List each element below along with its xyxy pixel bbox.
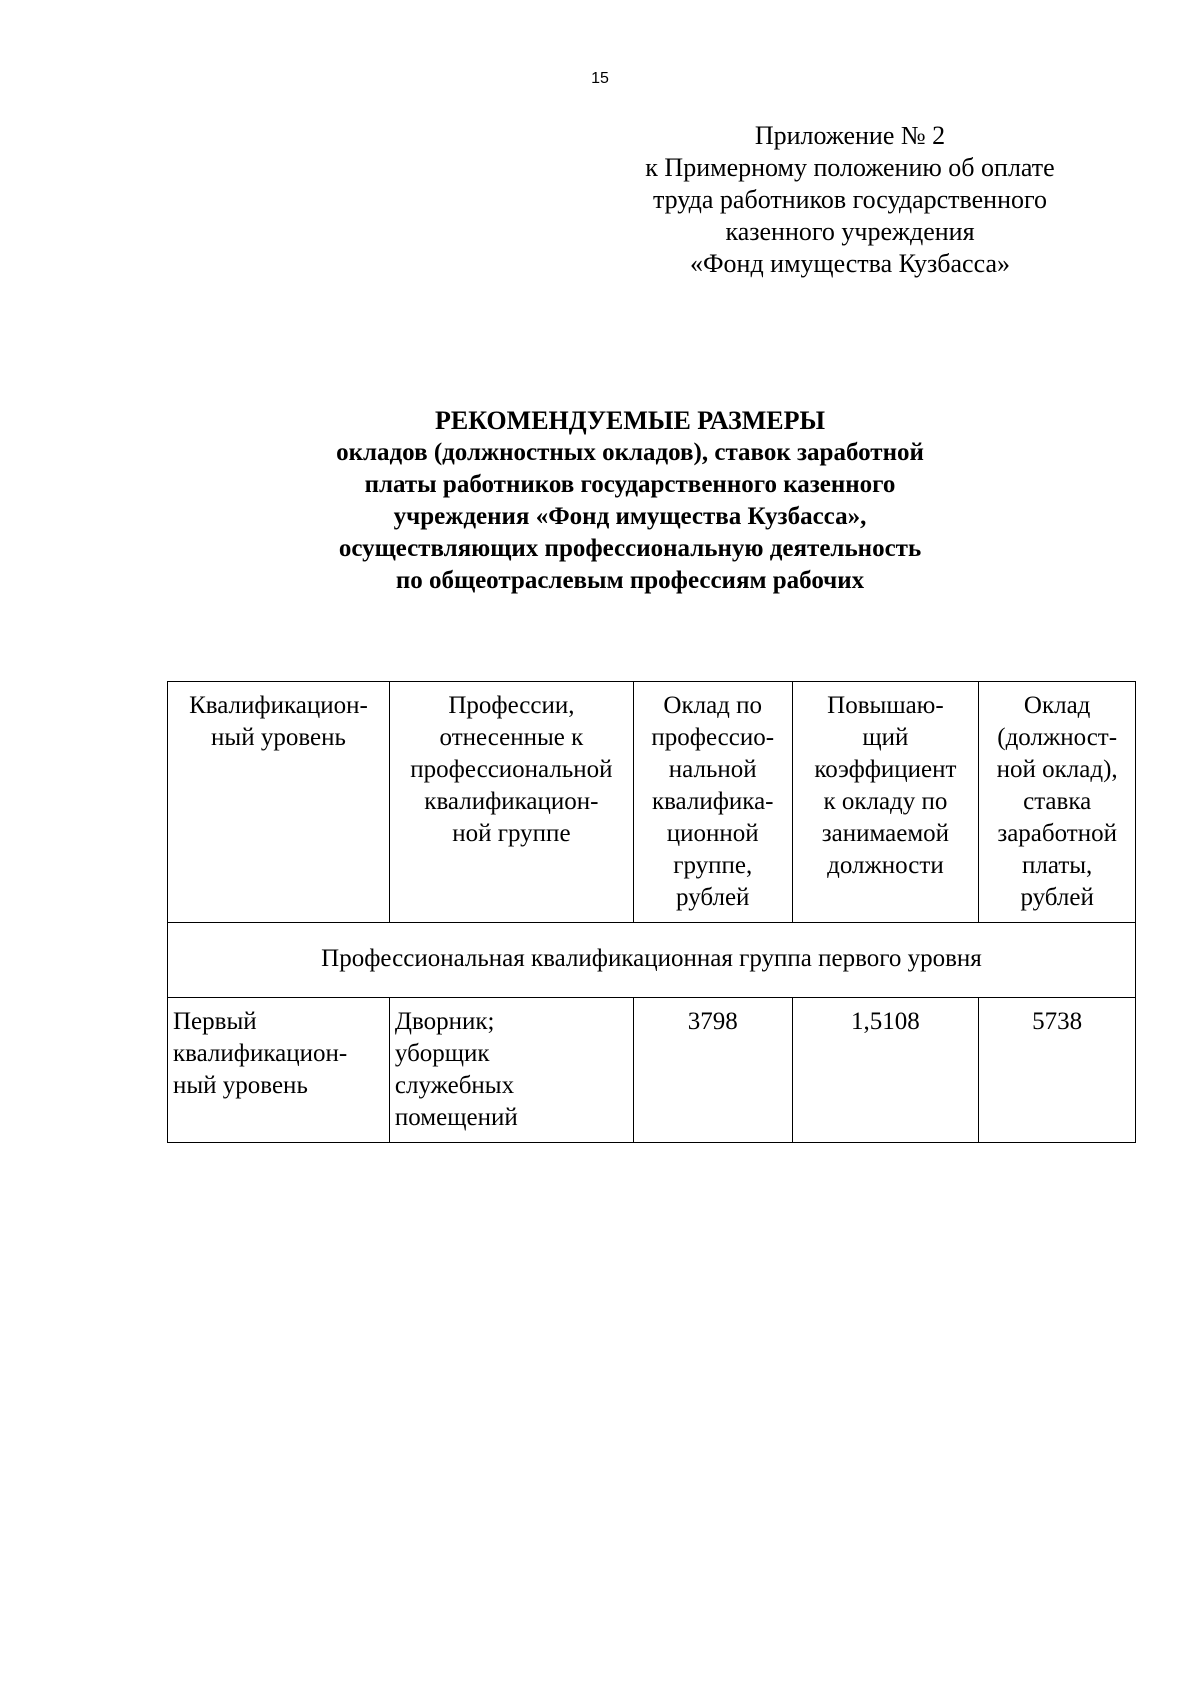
cell-line: ный уровень [173,1072,308,1099]
header-line: платы, [1022,852,1093,879]
cell-level [168,998,390,1143]
header-line: (должност- [997,724,1118,751]
cell-line: помещений [394,1104,518,1131]
cell-line: уборщик [394,1040,490,1067]
header-qualification-level [168,682,390,923]
header-line: квалифика- [651,788,774,815]
title-line: по общеотраслевым профессиям рабочих [395,567,865,594]
header-line: Повышаю- [827,692,944,719]
header-line: квалификацион- [424,788,599,815]
header-line: ной оклад), [996,756,1118,783]
appendix-line: к Примерному положению об оплате [645,153,1055,182]
table-row [168,998,1136,1143]
cell-base-salary: 3798 [633,998,792,1143]
header-line: рублей [1020,884,1094,911]
header-line: к окладу по [823,788,948,815]
appendix-line: труда работников государственного [652,185,1048,214]
header-line: Квалификацион- [189,692,368,719]
title-line: платы работников государственного казенного [364,471,896,498]
cell-line: служебных [394,1072,515,1099]
title-line: окладов (должностных окладов), ставок заработной [336,439,924,466]
page-number: 15 [591,70,609,87]
header-salary [979,682,1136,923]
cell-coefficient: 1,5108 [792,998,979,1143]
salary-table [167,681,1136,1143]
main-title: РЕКОМЕНДУЕМЫЕ РАЗМЕРЫ [435,406,825,435]
appendix-line: «Фонд имущества Кузбасса» [690,249,1010,278]
cell-line: Дворник; [394,1008,495,1035]
cell-professions [389,998,633,1143]
header-line: должности [827,852,944,879]
group-row [168,923,1136,998]
header-line: ный уровень [211,724,346,751]
header-line: ной группе [452,820,571,847]
header-line: Профессии, [448,692,575,719]
cell-line: Первый [173,1008,257,1035]
document-title [200,405,1060,597]
header-professions [389,682,633,923]
header-coefficient [792,682,979,923]
cell-salary: 5738 [979,998,1136,1143]
header-line: ставка [1023,788,1092,815]
header-line: ционной [666,820,759,847]
header-line: группе, [673,852,753,879]
header-line: рублей [676,884,750,911]
header-base-salary [633,682,792,923]
title-line: осуществляющих профессиональную деятельность [338,535,922,562]
header-line: коэффициент [814,756,957,783]
header-line: профессиональной [410,756,613,783]
header-line: занимаемой [821,820,950,847]
appendix-reference [630,120,1070,280]
header-line: щий [862,724,909,751]
header-line: профессио- [651,724,775,751]
title-line: учреждения «Фонд имущества Кузбасса», [393,503,867,530]
group-title: Профессиональная квалификационная группа первого уровня [168,923,1136,998]
header-line: отнесенные к [439,724,584,751]
appendix-line: Приложение № 2 [754,121,946,150]
header-line: нальной [668,756,757,783]
header-line: Оклад по [663,692,763,719]
appendix-line: казенного учреждения [725,217,975,246]
header-line: заработной [997,820,1117,847]
table-header-row [168,682,1136,923]
cell-line: квалификацион- [173,1040,348,1067]
header-line: Оклад [1023,692,1091,719]
